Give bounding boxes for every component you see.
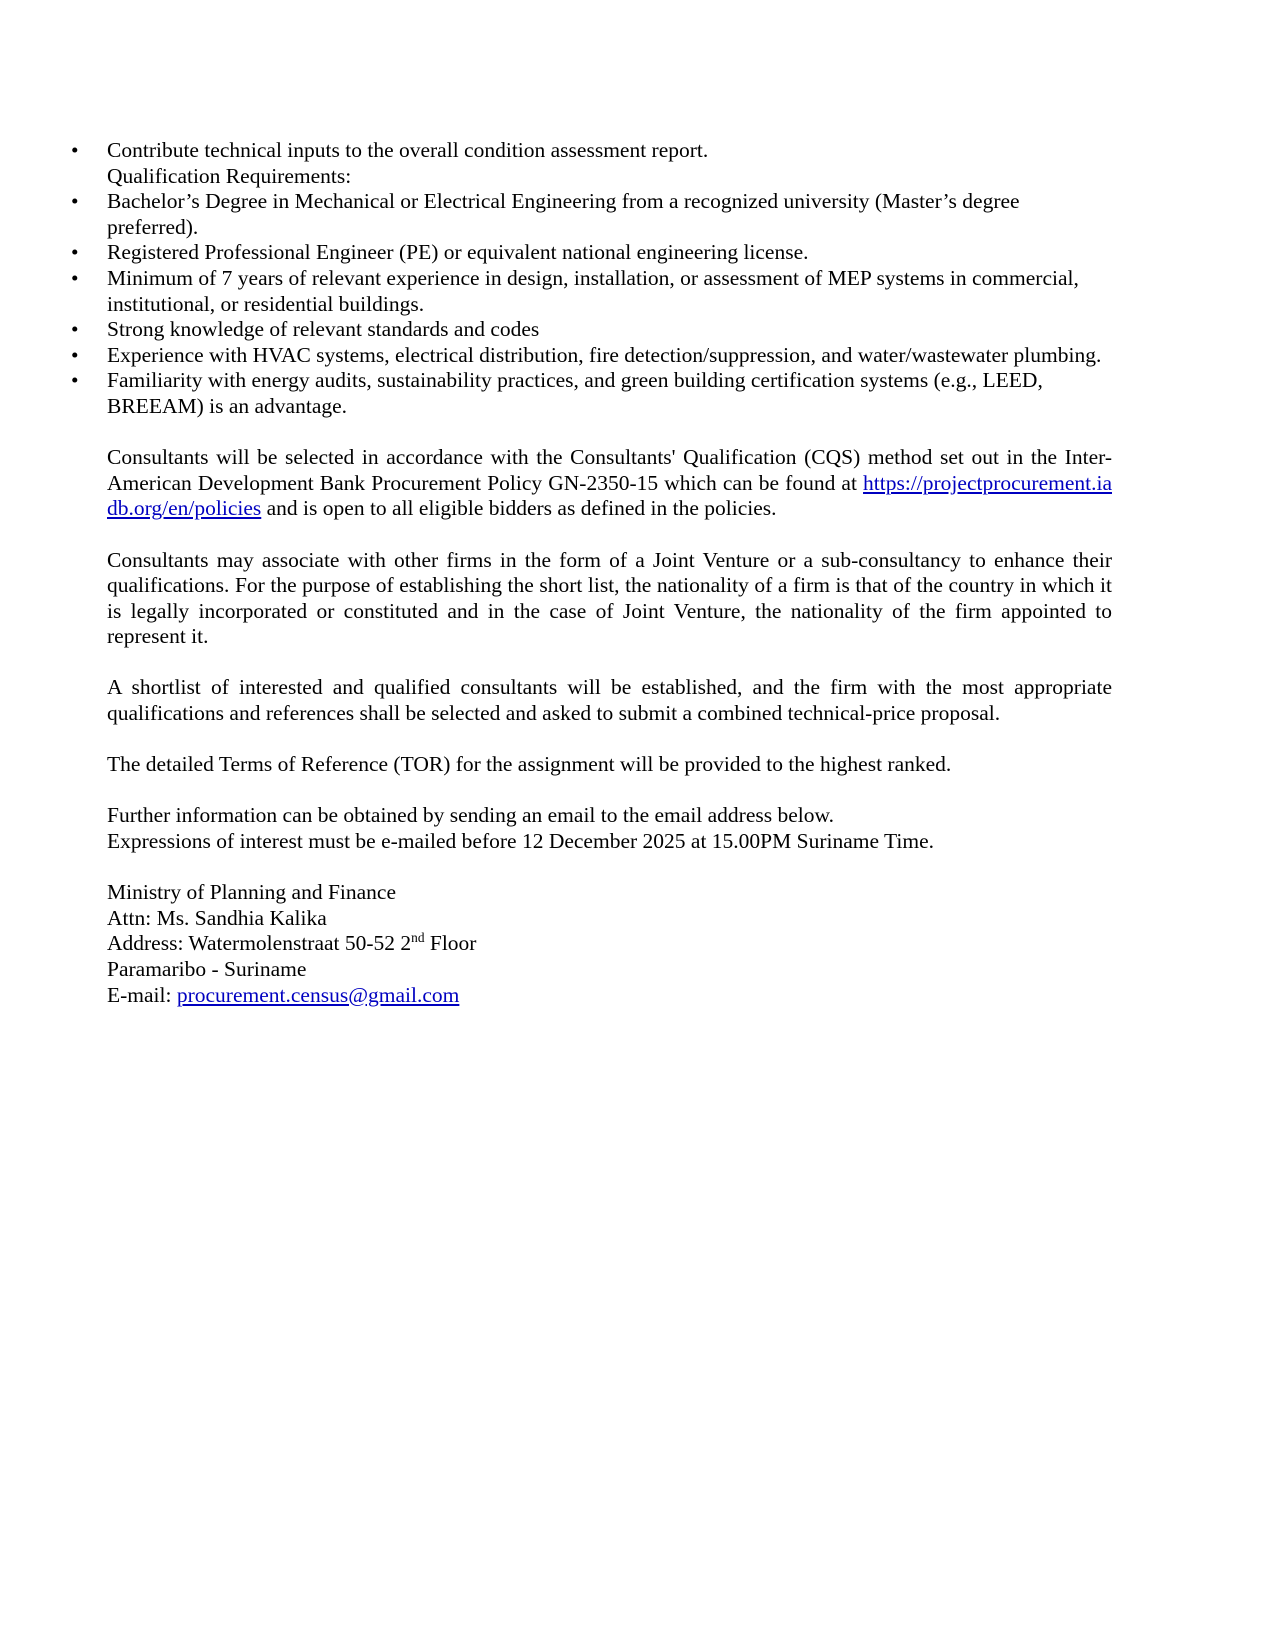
joint-venture-paragraph: Consultants may associate with other firms in the form of a Joint Venture or a sub-consultancy to enhance their qualifications. For the purpose of establishing the short list, the nationality of a firm is that of the country in which it is legally incorporated or constituted and in the case of Joint Venture, the nationality of the firm appointed to represent it. [107,547,1112,649]
list-item-text: Registered Professional Engineer (PE) or equivalent national engineering license. [107,240,809,265]
qualification-bullet-list [71,138,1112,420]
paragraph-spacer [107,778,1112,804]
list-item-text: Bachelor’s Degree in Mechanical or Electrical Engineering from a recognized university (Master’s degree preferred). [107,189,1020,239]
selection-method-text-before-link: Consultants will be selected in accordance with the Consultants' Qualification (CQS) method set out in the Inter-American Development Bank Procurement Policy GN-2350-15 which can be found at [107,445,1112,495]
paragraph-spacer [107,727,1112,753]
selection-method-text-after-link: and is open to all eligible bidders as defined in the policies. [261,496,777,521]
document-body [71,138,1112,1008]
bullet-icon: • [71,138,79,162]
list-item-text: Strong knowledge of relevant standards and codes [107,317,540,342]
qualification-requirements-heading-line [107,164,1112,190]
bullet-icon: • [71,265,79,290]
contact-address-suffix: Floor [424,931,477,956]
paragraph-spacer [107,650,1112,676]
further-information-line: Further information can be obtained by sending an email to the email address below. [107,803,835,828]
bullet-icon: • [71,317,79,342]
contact-attention: Attn: Ms. Sandhia Kalika [107,905,327,930]
bullet-icon: • [71,368,79,393]
contact-organization: Ministry of Planning and Finance [107,880,397,905]
contact-email-label: E-mail: [107,982,177,1007]
bullet-icon: • [71,240,79,265]
contact-email-line [107,983,1112,1009]
list-item [71,368,1112,419]
list-item-text: Minimum of 7 years of relevant experience in design, installation, or assessment of MEP systems in commercial, institutional, or residential buildings. [107,265,1079,316]
list-item [71,342,1112,369]
ordinal-suffix: nd [411,930,425,946]
list-item-text: Experience with HVAC systems, electrical distribution, fire detection/suppression, and water/wastewater plumbing. [107,342,1102,367]
selection-method-paragraph [107,445,1112,522]
shortlist-paragraph: A shortlist of interested and qualified consultants will be established, and the firm with the most appropriate qualifications and references shall be selected and asked to submit a combined technical-price proposal. [107,675,1112,726]
qualification-requirements-label: Qualification Requirements: [107,163,352,188]
contact-city-country: Paramaribo - Suriname [107,957,307,981]
list-item [71,317,1112,343]
list-item [71,189,1112,240]
contact-block [107,880,1112,1008]
contact-address-prefix: Address: Watermolenstraat 50-52 2 [107,931,412,956]
procurement-policy-link[interactable]: https://projectprocurement.iadb.org/en/policies [107,470,1112,521]
paragraph-spacer [107,522,1112,548]
submission-deadline-line: Expressions of interest must be e-mailed before 12 December 2025 at 15.00PM Suriname Time. [107,829,934,854]
list-item-text: Familiarity with energy audits, sustainability practices, and green building certification systems (e.g., LEED, BREEAM) is an advantage. [107,368,1043,418]
contact-email-link[interactable]: procurement.census@gmail.com [176,982,460,1007]
paragraph-spacer [107,420,1112,446]
list-item [71,265,1112,317]
terms-of-reference-paragraph: The detailed Terms of Reference (TOR) for the assignment will be provided to the highest ranked. [107,752,952,777]
paragraph-spacer [107,855,1112,881]
list-item-text: Contribute technical inputs to the overall condition assessment report. [107,138,709,162]
bullet-icon: • [71,189,79,214]
list-item [71,240,1112,266]
contact-address [107,931,1112,957]
bullet-icon: • [71,342,79,367]
list-item [71,138,1112,164]
